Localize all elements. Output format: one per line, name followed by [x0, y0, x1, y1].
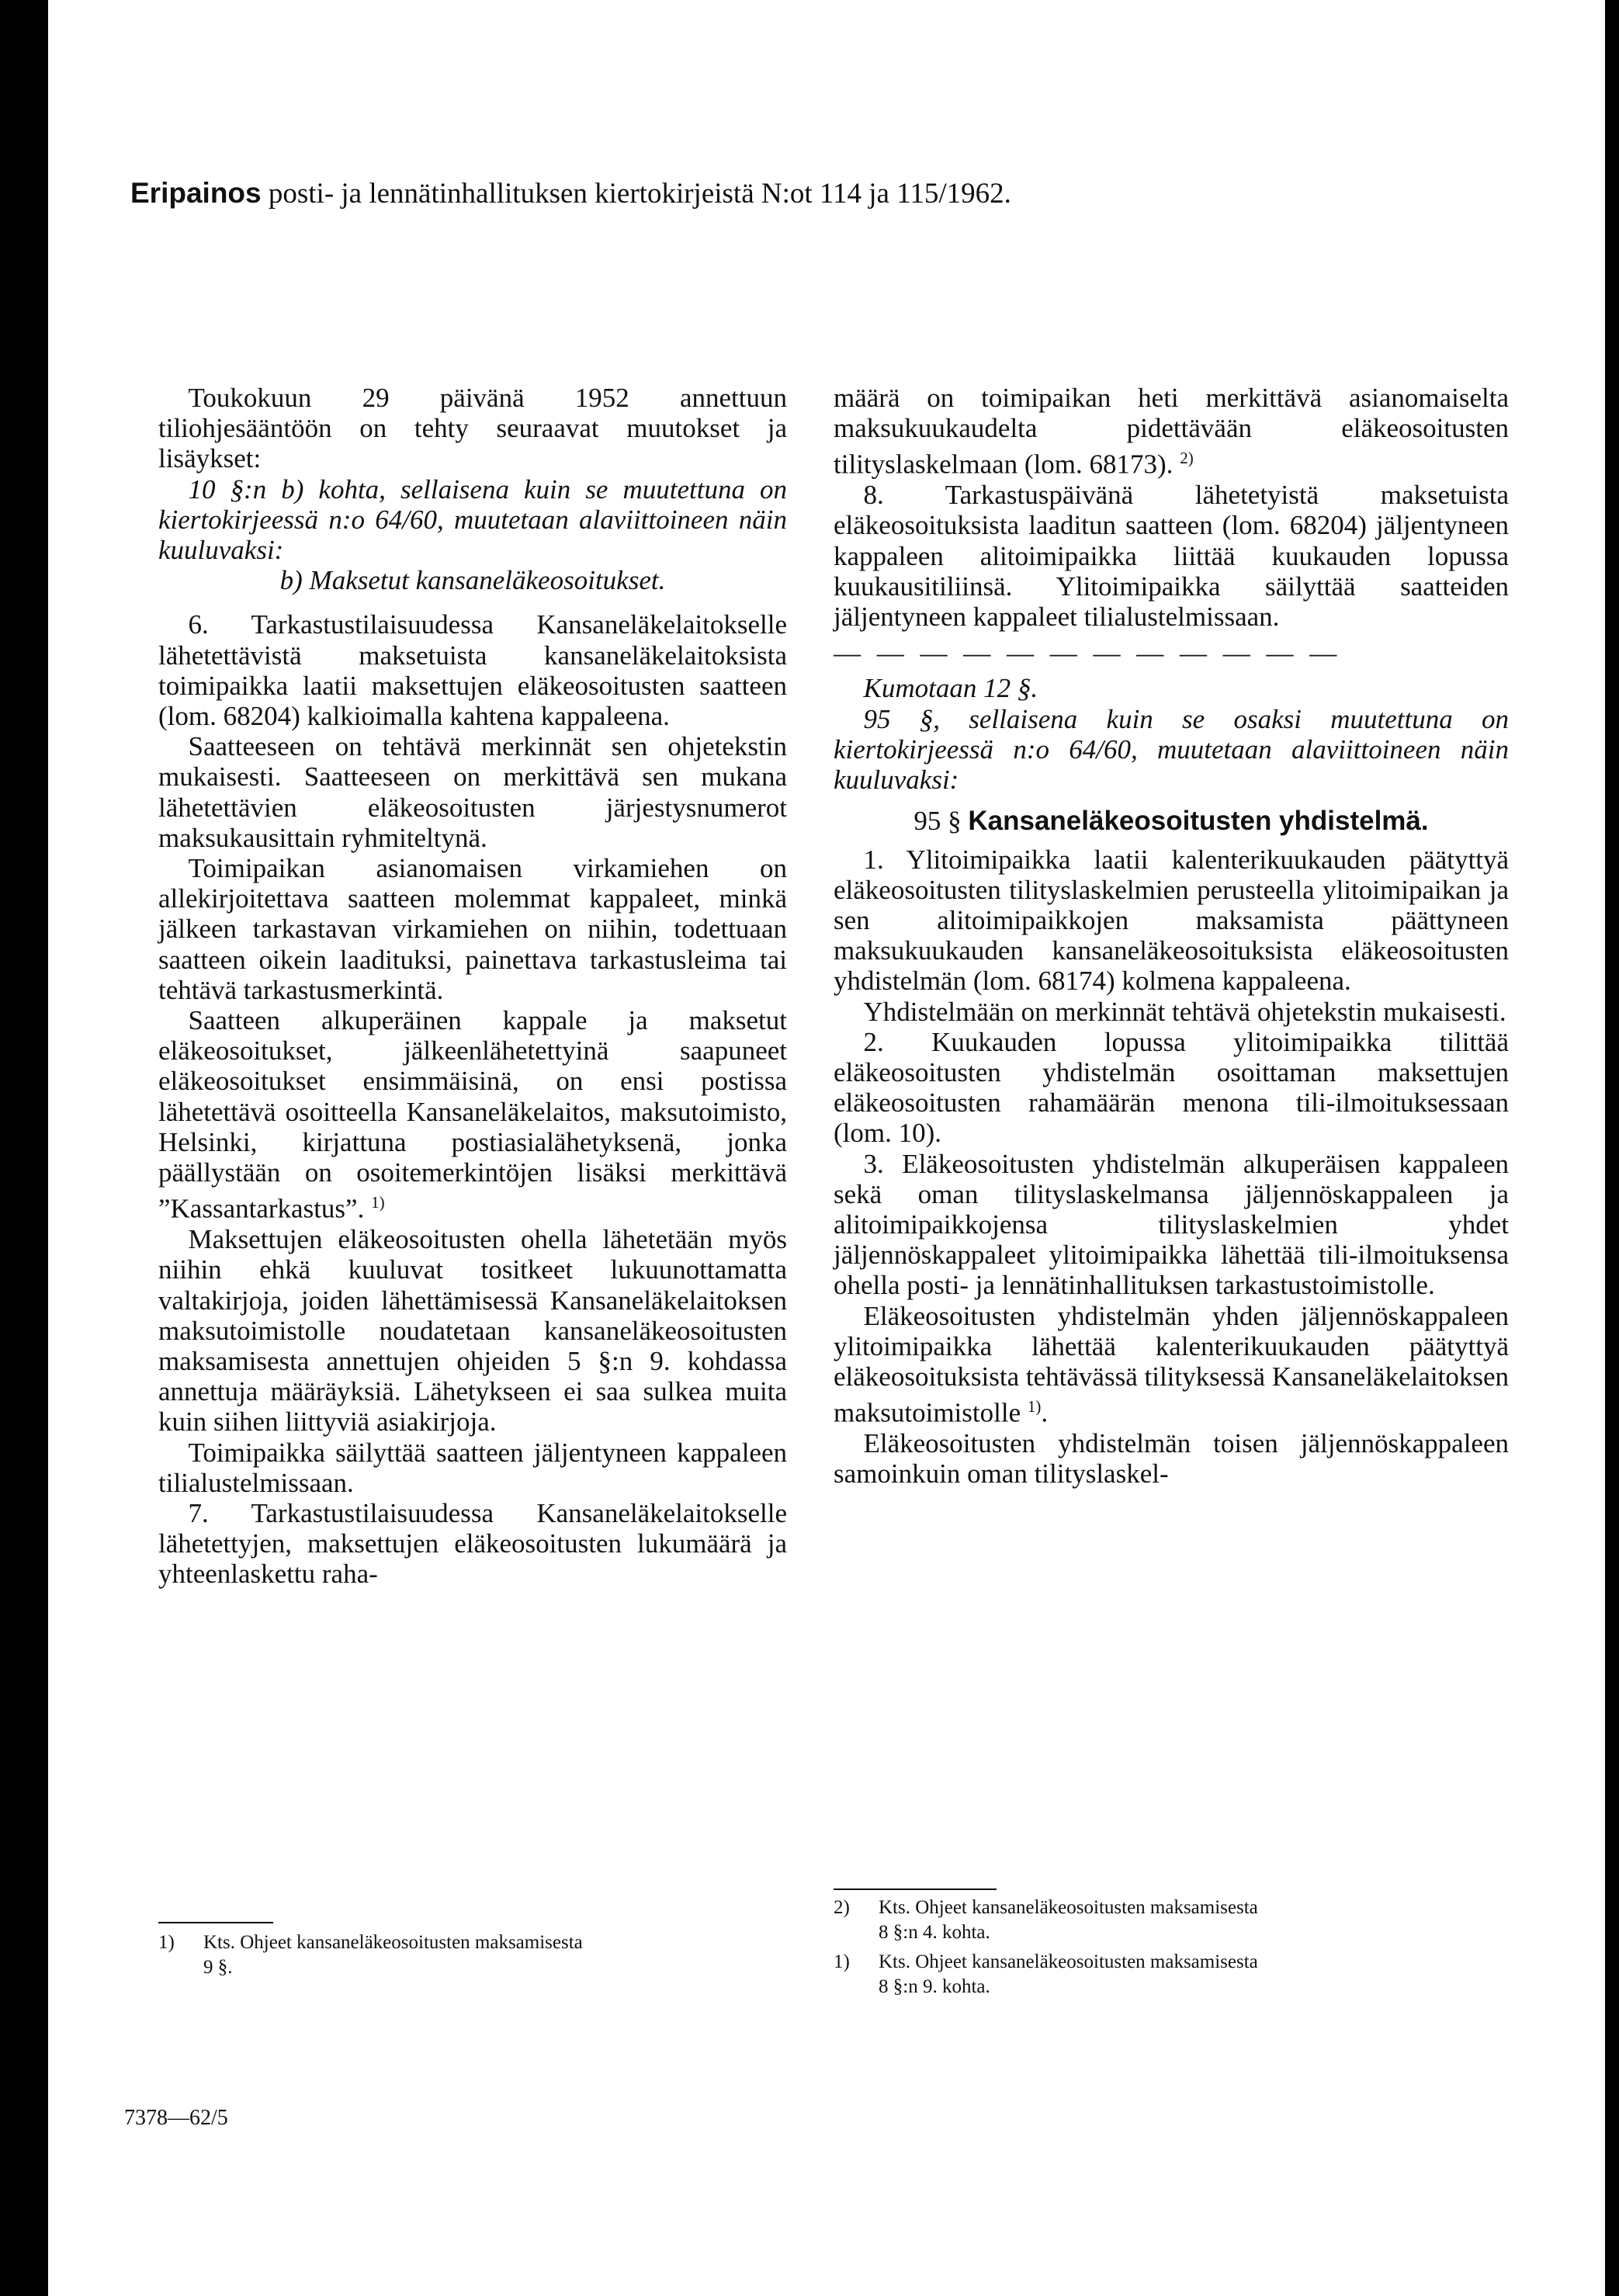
left-footnote: 1) Kts. Ohjeet kansaneläkeosoitusten maksamisesta 9 §.: [158, 1932, 583, 1978]
section-95-title: Kansaneläkeosoitusten yhdistelmä.: [968, 806, 1429, 837]
paragraph-jaljennos: Eläkeosoitusten yhdistelmän yhden jäljennöskappaleen ylitoimipaikka lähettää kalenterikuukauden päätyttyä eläkeosoituksista tehtävässä tilityksessä Kansaneläkelaitoksen maksutoimistolle $^{1)}$.: [834, 1300, 1509, 1428]
scan-edge-left: [0, 0, 48, 2296]
right-footnote-1: 2) Kts. Ohjeet kansaneläkeosoitusten maksamisesta 8 §:n 4. kohta.: [834, 1897, 1258, 1943]
paragraph-7: 7. Tarkastustilaisuudessa Kansaneläkelaitokselle lähetettyjen, maksettujen eläkeosoitusten lukumäärä ja yhteenlaskettu raha-: [158, 1497, 787, 1590]
continuation-paragraph: määrä on toimipaikan heti merkittävä asianomaiselta maksukuukaudelta pidettävään eläkeosoitusten tilityslaskelmaan (lom. 68173). $^{2)}$: [834, 383, 1509, 480]
paragraph-toisen: Eläkeosoitusten yhdistelmän toisen jäljennöskappaleen samoinkuin oman tilityslaskel-: [834, 1428, 1509, 1490]
header-title: posti- ja lennätinhallituksen kiertokirjeistä N:ot 114 ja 115/1962.: [268, 178, 1011, 210]
intro-paragraph: Toukokuun 29 päivänä 1952 annettuun tiliohjesääntöön on tehty seuraavat muutokset ja lisäykset:: [158, 383, 787, 474]
paragraph-alkuperainen: Saatteen alkuperäinen kappale ja maksetut eläkeosoitukset, jälkeenlähetettyinä saapuneet eläkeosoitukset ensimmäisinä, on ensi postissa lähetettävä osoitteella Kansaneläkelaitos, maksutoimisto, Helsinki, kirjattuna postiasialähetyksenä, jonka päällystään on osoitemerkintöjen lisäksi merkittävä ”Kassantarkastus”. $^{1)}$: [158, 1005, 787, 1224]
right-column: [834, 383, 1509, 1489]
footnote-ref: 1): [1027, 1397, 1042, 1417]
paragraph-yhdistelmaan: Yhdistelmään on merkinnät tehtävä ohjetekstin mukaisesti.: [863, 996, 1506, 1027]
header-bold: Eripainos: [130, 177, 262, 209]
amendment-95-intro: 95 §, sellaisena kuin se osaksi muutettuna on kiertokirjeessä n:o 64/60, muutetaan alaviittoineen näin kuuluvaksi:: [834, 703, 1509, 796]
paragraph-1: 1. Ylitoimipaikka laatii kalenterikuukauden päätyttyä eläkeosoitusten tilityslaskelmien perusteella ylitoimipaikan ja sen alitoimipaikkojen maksamista päättyneen maksukuukauden kansaneläkeosoituksista eläkeosoitusten yhdistelmän (lom. 68174) kolmena kappaleena.: [834, 844, 1509, 997]
paragraph-6: 6. Tarkastustilaisuudessa Kansaneläkelaitokselle lähetettävistä maksetuista kansaneläkelaitoksista toimipaikka laatii maksettujen eläkeosoitusten saatteen (lom. 68204) kalkioimalla kahtena kappaleena.: [158, 609, 787, 732]
repeal-note: Kumotaan 12 §.: [863, 673, 1038, 704]
amendment-10-intro: 10 §:n b) kohta, sellaisena kuin se muutettuna on kiertokirjeessä n:o 64/60, muutetaan alaviittoineen näin kuuluvaksi:: [158, 473, 787, 566]
left-footnote-rule: [158, 1922, 273, 1923]
document-header: [130, 177, 1481, 210]
paragraph-8: 8. Tarkastuspäivänä lähetetyistä maksetuista eläkeosoituksista laaditun saatteen (lom. 68204) jäljentyneen kappaleen alitoimipaikka liittää kuukauden lopussa kuukausitiliinsä. Ylitoimipaikka säilyttää saatteiden jäljentyneen kappaleet tilialustelmissaan.: [834, 480, 1509, 633]
paragraph-maksettujen: Maksettujen eläkeosoitusten ohella lähetetään myös niihin ehkä kuuluvat tositkeet lukuunottamatta valtakirjoja, joiden lähettämisessä Kansaneläkelaitoksen maksutoimistolle noudatetaan kansaneläkeosoitusten maksamisesta annettujen ohjeiden 5 §:n 9. kohdassa annettuja määräyksiä. Lähetykseen ei saa sulkea muita kuin siihen liittyviä asiakirjoja.: [158, 1224, 787, 1438]
section-95-heading: [834, 806, 1509, 836]
footnote-ref: 1): [371, 1193, 385, 1212]
left-column: [158, 383, 787, 1590]
paragraph-sailyttaa: Toimipaikka säilyttää saatteen jäljentyneen kappaleen tilialustelmissaan.: [158, 1437, 787, 1498]
print-code: 7378—62/5: [124, 2106, 228, 2130]
amendment-10-heading: b) Maksetut kansaneläkeosoitukset.: [279, 565, 666, 596]
paragraph-3: 3. Eläkeosoitusten yhdistelmän alkuperäisen kappaleen sekä oman tilityslaskelmansa jäljennöskappaleen ja alitoimipaikkojensa tilityslaskelmien yhdet jäljennöskappaleet ylitoimipaikka lähettää tili-ilmoituksensa ohella posti- ja lennätinhallituksen tarkastustoimistolle.: [834, 1148, 1509, 1301]
section-dashes: — — — — — — — — — — — —: [834, 638, 1342, 669]
right-footnote-rule: [834, 1888, 997, 1890]
paragraph-toimipaikan: Toimipaikan asianomaisen virkamiehen on allekirjoitettava saatteen molemmat kappaleet, minkä jälkeen tarkastavan virkamiehen on niihin, todettuaan saatteen oikein laadituksi, painettava tarkastusleima tai tehtävä tarkastusmerkintä.: [158, 853, 787, 1005]
paragraph-2: 2. Kuukauden lopussa ylitoimipaikka tilittää eläkeosoitusten yhdistelmän osoittaman maksettujen eläkeosoitusten rahamäärän menona tili-ilmoituksessaan (lom. 10).: [834, 1026, 1509, 1149]
section-95-number: 95 §: [914, 806, 962, 837]
scan-edge-right: [1605, 0, 1619, 2296]
right-footnote-2: 1) Kts. Ohjeet kansaneläkeosoitusten maksamisesta 8 §:n 9. kohta.: [834, 1951, 1258, 1997]
footnote-ref: 2): [1180, 449, 1194, 468]
paragraph-saatteeseen: Saatteeseen on tehtävä merkinnät sen ohjetekstin mukaisesti. Saatteeseen on merkittävä sen mukana lähetettävien eläkeosoitusten järjestysnumerot maksukausittain ryhmiteltynä.: [158, 731, 787, 853]
